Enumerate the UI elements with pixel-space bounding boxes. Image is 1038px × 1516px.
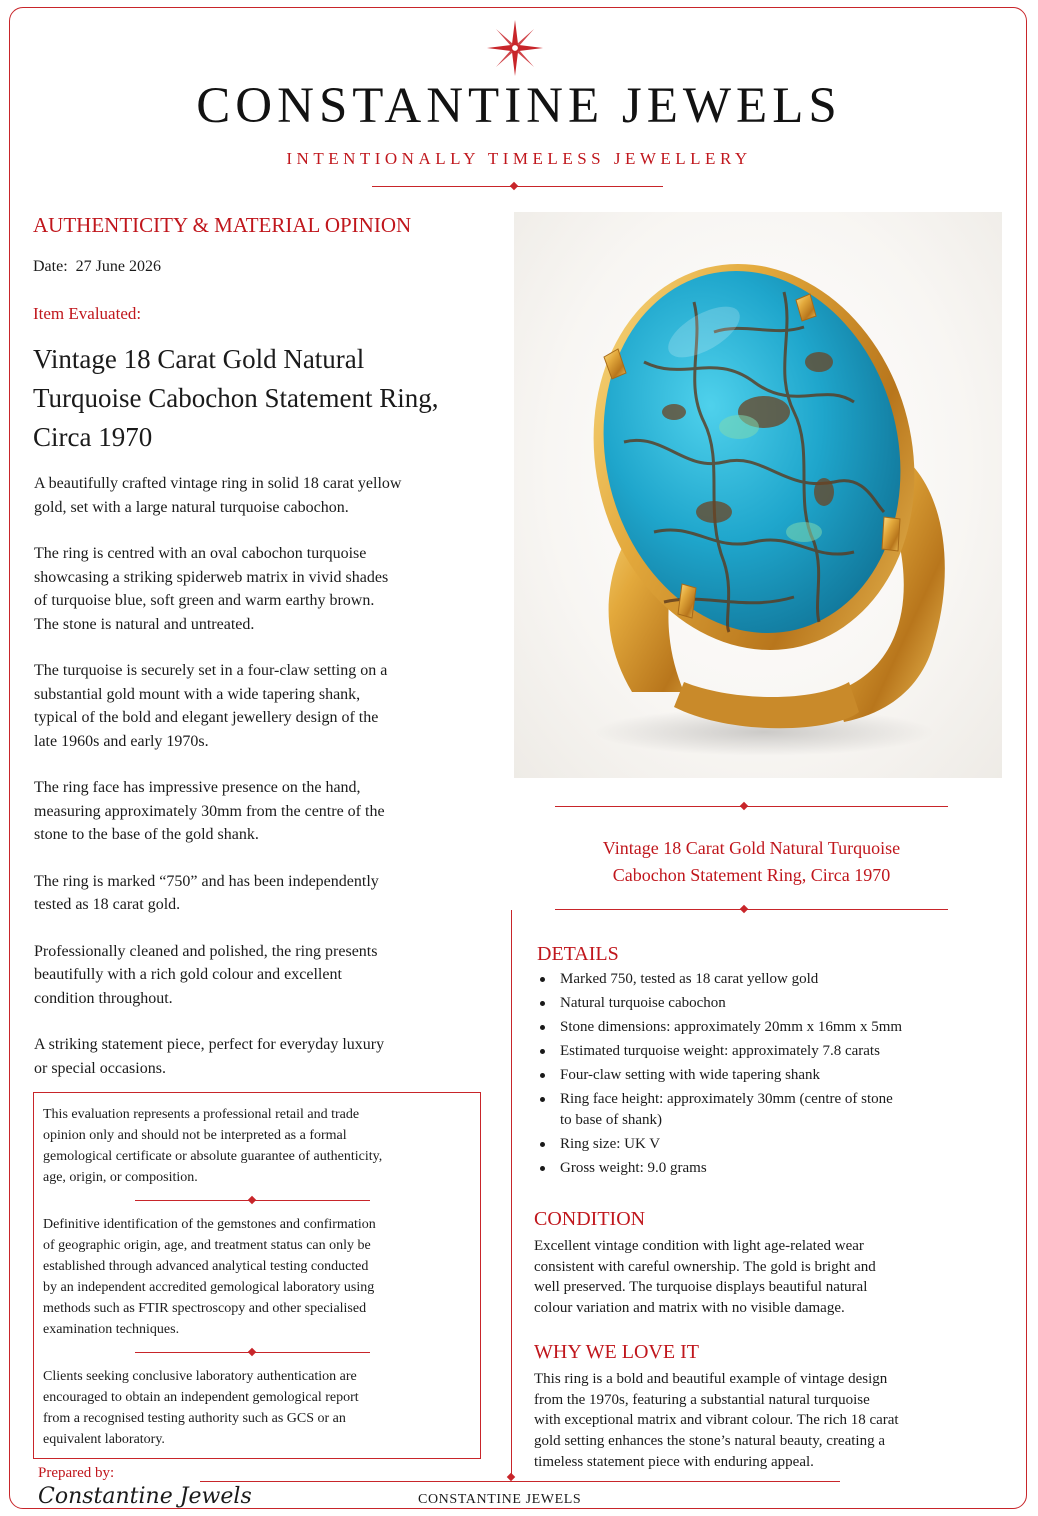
text-line: stone to the base of the gold shank.: [34, 826, 259, 843]
list-item: [537, 1134, 977, 1155]
list-item: [537, 1158, 977, 1179]
description-paragraph: [34, 659, 479, 753]
disclaimer-paragraph: [43, 1104, 463, 1188]
description-paragraph: [34, 472, 479, 519]
text-line: colour variation and matrix with no visible damage.: [534, 1300, 845, 1317]
text-line: The turquoise is securely set in a four-claw setting on a: [34, 662, 388, 679]
list-item: [537, 1089, 977, 1131]
text-line: established through advanced analytical testing conducted: [43, 1259, 369, 1274]
text-line: The ring is centred with an oval cabochon turquoise: [34, 545, 367, 562]
item-evaluated-label: Item Evaluated:: [33, 304, 142, 323]
list-item: [537, 993, 977, 1014]
details-title: DETAILS: [537, 943, 619, 965]
text-line: This ring is a bold and beautiful example of vintage design: [534, 1371, 888, 1387]
item-title: [33, 340, 439, 457]
item-text: to base of shank): [560, 1112, 663, 1128]
text-line: gold setting enhances the stone’s natural beauty, creating a: [534, 1433, 885, 1450]
date-label: Date:: [33, 258, 68, 275]
text-line: A beautifully crafted vintage ring in solid 18 carat yellow: [34, 475, 402, 492]
item-text: Four-claw setting with wide tapering shank: [560, 1067, 821, 1083]
list-item: [537, 1065, 977, 1086]
description: [34, 472, 479, 1103]
text-line: by an independent accredited gemological laboratory using: [43, 1280, 375, 1295]
text-line: with exceptional matrix and vibrant colour. The rich 18 carat: [534, 1412, 899, 1429]
text-line: from the 1970s, featuring a substantial natural turquoise: [534, 1391, 870, 1408]
text-line: from a recognised testing authority such as GCS or an: [43, 1411, 346, 1426]
list-item: [537, 1017, 977, 1038]
why-we-love-it-text: [534, 1369, 954, 1473]
text-line: showcasing a striking spiderweb matrix in vivid shades: [34, 568, 389, 586]
text-line: or special occasions.: [34, 1059, 166, 1077]
caption-line: Vintage 18 Carat Gold Natural Turquoise: [602, 838, 901, 858]
item-text: Ring size: UK V: [560, 1136, 661, 1152]
brand-title: CONSTANTINE JEWELS: [196, 78, 842, 134]
text-line: opinion only and should not be interpreted as a formal: [43, 1128, 347, 1143]
text-line: substantial gold mount with a wide tapering shank,: [34, 685, 361, 703]
item-text: Ring face height: approximately 30mm (centre of stone: [560, 1091, 893, 1107]
details-list: [537, 969, 977, 1182]
text-line: The stone is natural and untreated.: [34, 615, 255, 633]
text-line: equivalent laboratory.: [43, 1432, 165, 1447]
condition-text: [534, 1236, 954, 1319]
disclaimer-paragraph: [43, 1366, 463, 1450]
item-title-line: Turquoise Cabochon Statement Ring,: [33, 383, 439, 413]
footer-divider: [200, 1481, 840, 1482]
date-line: [33, 257, 161, 277]
photo-caption: [555, 835, 948, 889]
text-line: well preserved. The turquoise displays beautiful natural: [534, 1279, 868, 1296]
text-line: The ring is marked “750” and has been independently: [34, 872, 379, 890]
description-paragraph: [34, 542, 479, 636]
disclaimer-paragraph: [43, 1214, 463, 1340]
date-value: 27 June 2026: [75, 258, 161, 275]
text-line: Excellent vintage condition with light age-related wear: [534, 1238, 864, 1254]
text-line: of geographic origin, age, and treatment status can only be: [43, 1238, 371, 1253]
prepared-by-label: Prepared by:: [38, 1465, 115, 1481]
divider: [555, 806, 948, 807]
item-text: Estimated turquoise weight: approximately 7.8 carats: [560, 1043, 880, 1059]
opinion-title: AUTHENTICITY & MATERIAL OPINION: [33, 213, 412, 237]
text-line: age, origin, or composition.: [43, 1170, 198, 1185]
text-line: gold, set with a large natural turquoise cabochon.: [34, 498, 349, 516]
text-line: Definitive identification of the gemstones and confirmation: [43, 1217, 376, 1232]
column-divider: [511, 910, 512, 1477]
list-item: [537, 969, 977, 990]
text-line: timeless statement piece with enduring appeal.: [534, 1453, 814, 1470]
footer-brand: CONSTANTINE JEWELS: [418, 1492, 582, 1507]
item-text: Marked 750, tested as 18 carat yellow gold: [560, 971, 819, 987]
condition-title: CONDITION: [534, 1208, 646, 1230]
item-text: Gross weight: 9.0 grams: [560, 1160, 707, 1176]
why-we-love-it-title: WHY WE LOVE IT: [534, 1341, 699, 1363]
item-title-line: Vintage 18 Carat Gold Natural: [33, 344, 365, 374]
text-line: The ring face has impressive presence on the hand,: [34, 779, 361, 796]
compass-star-icon: [485, 18, 545, 78]
list-item: [537, 1041, 977, 1062]
text-line: encouraged to obtain an independent gemological report: [43, 1390, 359, 1405]
text-line: A striking statement piece, perfect for everyday luxury: [34, 1036, 385, 1053]
text-line: examination techniques.: [43, 1322, 180, 1337]
caption-line: Cabochon Statement Ring, Circa 1970: [612, 865, 891, 885]
divider: [555, 909, 948, 910]
text-line: condition throughout.: [34, 989, 173, 1007]
description-paragraph: [34, 940, 479, 1011]
text-line: consistent with careful ownership. The gold is bright and: [534, 1258, 876, 1275]
text-line: of turquoise blue, soft green and warm earthy brown.: [34, 592, 375, 609]
description-paragraph: [34, 870, 479, 917]
item-text: Natural turquoise cabochon: [560, 995, 726, 1011]
text-line: measuring approximately 30mm from the centre of the: [34, 802, 385, 820]
item-text: Stone dimensions: approximately 20mm x 16mm x 5mm: [560, 1019, 903, 1035]
text-line: methods such as FTIR spectroscopy and other specialised: [43, 1301, 367, 1316]
text-line: gemological certificate or absolute guarantee of authenticity,: [43, 1149, 383, 1164]
text-line: tested as 18 carat gold.: [34, 896, 181, 913]
text-line: typical of the bold and elegant jewellery design of the: [34, 709, 379, 726]
text-line: Clients seeking conclusive laboratory authentication are: [43, 1369, 357, 1384]
description-paragraph: [34, 776, 479, 847]
text-line: Professionally cleaned and polished, the ring presents: [34, 942, 378, 960]
signature: Constantine Jewels: [38, 1484, 252, 1509]
description-paragraph: [34, 1033, 479, 1080]
turquoise-ring-photo: [514, 212, 1002, 778]
text-line: late 1960s and early 1970s.: [34, 732, 209, 750]
item-title-line: Circa 1970: [33, 422, 153, 452]
brand-tagline: INTENTIONALLY TIMELESS JEWELLERY: [286, 149, 752, 168]
text-line: beautifully with a rich gold colour and excellent: [34, 966, 342, 983]
text-line: This evaluation represents a professional retail and trade: [43, 1107, 360, 1122]
